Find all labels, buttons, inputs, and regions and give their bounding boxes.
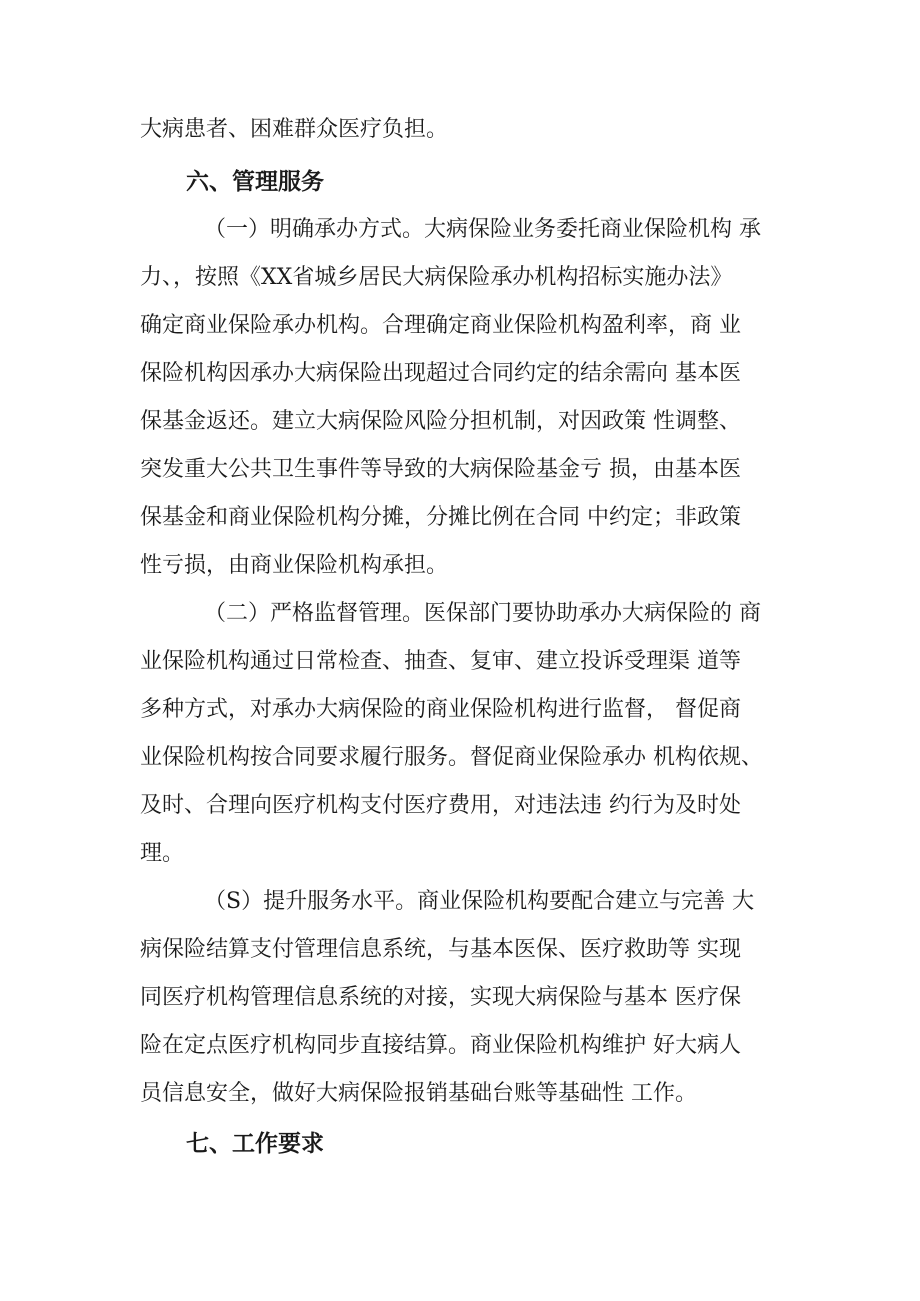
paragraph-2-line: 业保险机构按合同要求履行服务。督促商业保险承办 机构依规、 <box>140 745 763 770</box>
paragraph-1-line: 保险机构因承办大病保险出现超过合同约定的结余需向 基本医 <box>140 361 741 386</box>
paragraph-1-line: 力、，按照《XX省城乡居民大病保险承办机构招标实施办法》 <box>140 265 733 290</box>
section-6-heading: 六、管理服务 <box>186 169 324 195</box>
paragraph-2-line: 多种方式，对承办大病保险的商业保险机构进行监督， 督促商 <box>140 697 741 722</box>
paragraph-3-line: 同医疗机构管理信息系统的对接，实现大病保险与基本 医疗保 <box>140 985 741 1010</box>
paragraph-2-line: 业保险机构通过日常检查、抽查、复审、建立投诉受理渠 道等 <box>140 649 741 674</box>
paragraph-1-line: 保基金返还。建立大病保险风险分担机制，对因政策 性调整、 <box>140 409 741 434</box>
section-7-heading: 七、工作要求 <box>186 1131 324 1157</box>
paragraph-1-line: 突发重大公共卫生事件等导致的大病保险基金亏 损，由基本医 <box>140 457 741 482</box>
paragraph-2-line: 理。 <box>140 841 185 866</box>
paragraph-1-line: 确定商业保险承办机构。合理确定商业保险机构盈利率，商 业 <box>140 313 741 338</box>
paragraph-1-line: （一）明确承办方式。大病保险业务委托商业保险机构 承 <box>204 217 761 242</box>
paragraph-3-line: 险在定点医疗机构同步直接结算。商业保险机构维护 好大病人 <box>140 1033 741 1058</box>
paragraph-3-line: （S）提升服务水平。商业保险机构要配合建立与完善 大 <box>204 889 755 914</box>
paragraph-2-line: 及时、合理向医疗机构支付医疗费用，对违法违 约行为及时处 <box>140 793 741 818</box>
paragraph-3-line: 病保险结算支付管理信息系统，与基本医保、医疗救助等 实现 <box>140 937 741 962</box>
paragraph-3-line: 员信息安全，做好大病保险报销基础台账等基础性 工作。 <box>140 1081 697 1106</box>
paragraph-1-line: 保基金和商业保险机构分摊，分摊比例在合同 中约定；非政策 <box>140 505 741 530</box>
paragraph-1-line: 性亏损，由商业保险机构承担。 <box>140 553 449 578</box>
continuation-line: 大病患者、困难群众医疗负担。 <box>140 117 449 142</box>
paragraph-2-line: （二）严格监督管理。医保部门要协助承办大病保险的 商 <box>204 601 761 626</box>
